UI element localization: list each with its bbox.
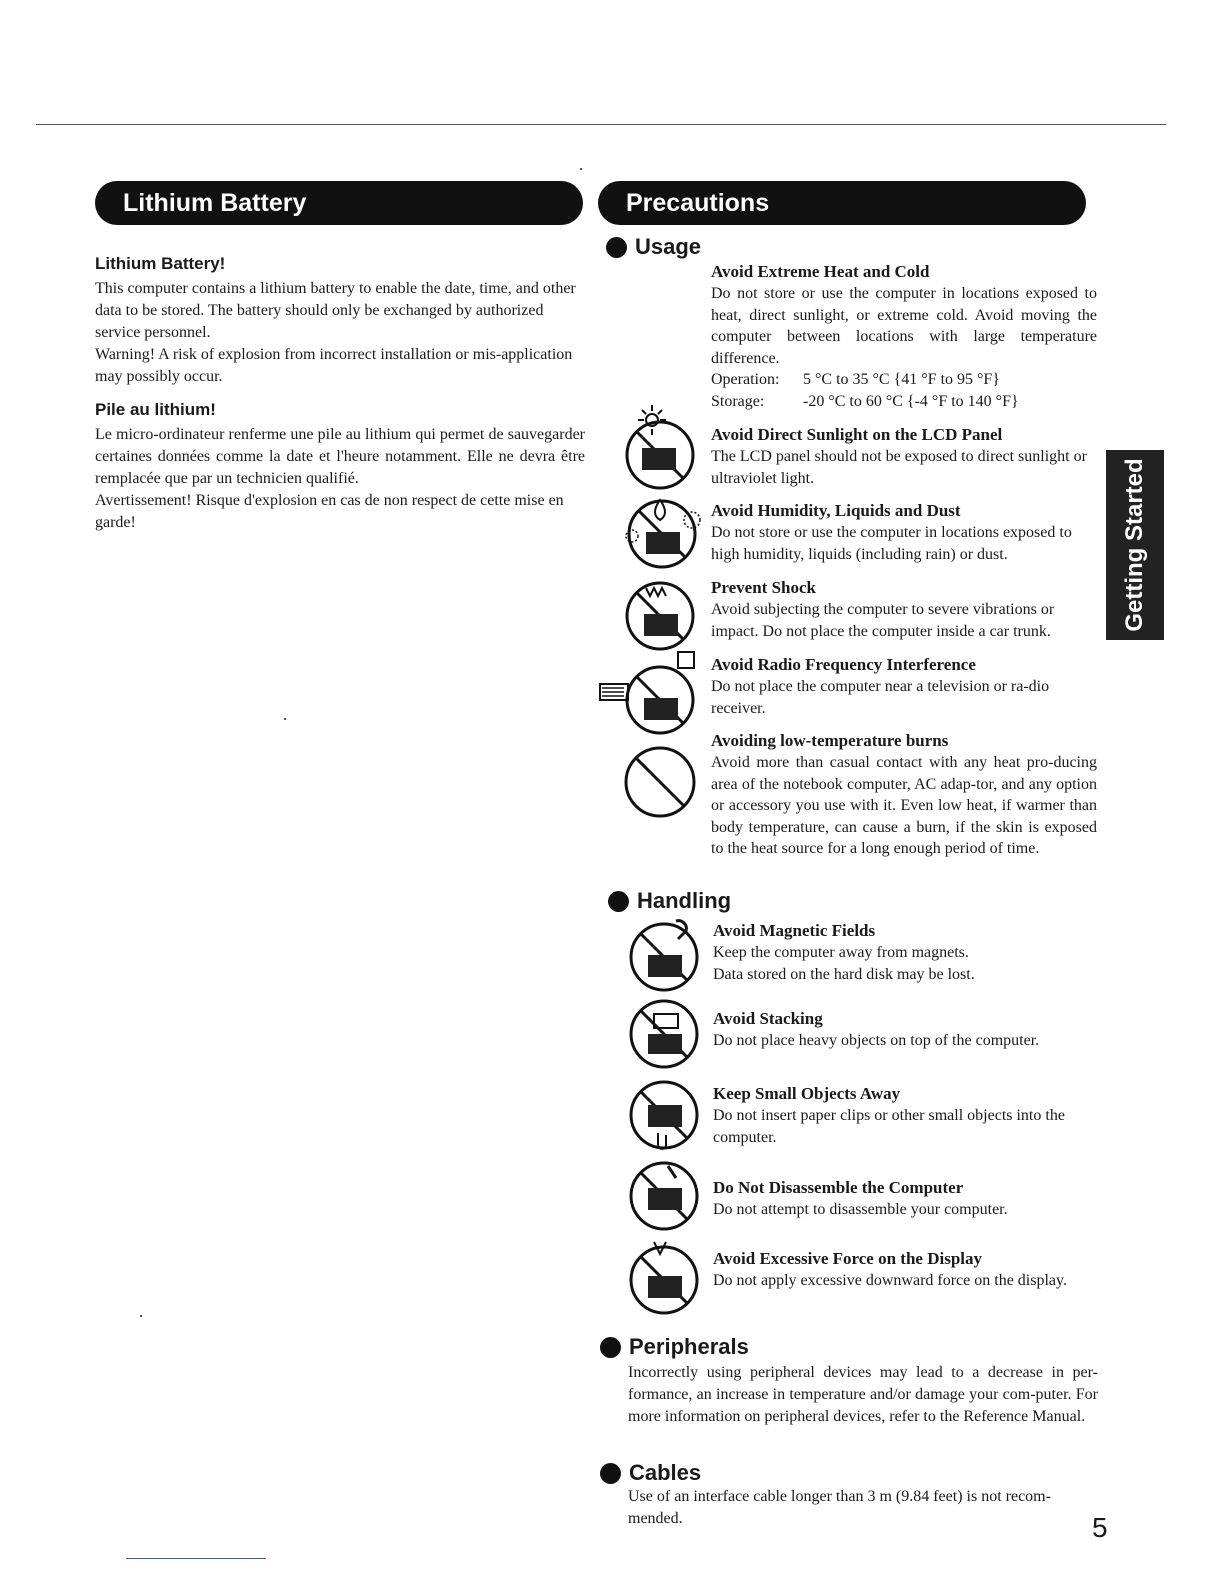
no-radio-interference-icon: [598, 650, 702, 740]
item-title: Avoid Humidity, Liquids and Dust: [711, 501, 961, 520]
item-body: Do not store or use the computer in locations exposed to heat, direct sunlight, or extreme cold. Avoid moving the computer between locations with large temperature difference.: [711, 285, 1097, 367]
item-body: Avoid more than casual contact with any heat pro-ducing area of the notebook computer, AC adap-tor, and any option or accessory you use with it. Even low heat, if warmer than body temperature, can cause a burn, if the skin is exposed to the heat source for a long enough period of time.: [711, 754, 1097, 857]
prohibition-icon: [620, 742, 700, 822]
cables-heading: Cables: [600, 1460, 701, 1486]
bullet-icon: [600, 1463, 621, 1484]
precaution-item-shock: [711, 577, 1097, 642]
no-stacking-icon: [624, 996, 704, 1072]
item-body-extra: Data stored on the hard disk may be lost.: [713, 965, 975, 983]
item-body: Avoid subjecting the computer to severe vibrations or impact. Do not place the computer inside a car trunk.: [711, 601, 1055, 640]
precaution-item-heat-cold: [711, 261, 1097, 412]
item-title: Avoid Magnetic Fields: [713, 921, 876, 940]
cables-section: [628, 1486, 1098, 1530]
getting-started-tab: Getting Started: [1106, 450, 1164, 640]
usage-heading: Usage: [606, 234, 701, 260]
en-paragraph-2: Warning! A risk of explosion from incorrect installation or mis-application may possibly occur.: [95, 346, 573, 385]
precaution-item-excessive-force: [713, 1248, 1099, 1292]
precaution-item-sunlight: [711, 424, 1097, 489]
item-title: Do Not Disassemble the Computer: [713, 1178, 964, 1197]
item-title: Avoid Radio Frequency Interference: [711, 655, 976, 674]
item-body: Keep the computer away from magnets.: [713, 944, 969, 961]
lithium-battery-section: [95, 250, 585, 534]
no-disassembly-icon: [624, 1158, 704, 1234]
item-body: Do not store or use the computer in locations exposed to high humidity, liquids (including rain) or dust.: [711, 524, 1072, 563]
lithium-battery-banner: Lithium Battery: [95, 181, 583, 225]
footer-line: [126, 1558, 266, 1559]
precaution-item-low-temp-burns: [711, 730, 1097, 860]
item-body: Do not attempt to disassemble your computer.: [713, 1201, 1008, 1218]
peripherals-body: Incorrectly using peripheral devices may lead to a decrease in per-formance, an increase in temperature and/or damage your com-puter. For more information on peripheral devices, refer to the Reference Manual.: [628, 1364, 1098, 1425]
en-heading: Lithium Battery!: [95, 254, 226, 273]
fr-paragraph-2: Avertissement! Risque d'explosion en cas de non respect de cette mise en garde!: [95, 492, 564, 531]
bullet-icon: [608, 891, 629, 912]
precaution-item-stacking: [713, 1008, 1099, 1052]
item-body: Do not place the computer near a television or ra-dio receiver.: [711, 678, 1050, 717]
precaution-item-magnetic: [713, 920, 1099, 985]
item-body: Do not apply excessive downward force on the display.: [713, 1272, 1067, 1289]
handling-heading: Handling: [608, 888, 731, 914]
scan-speck: [284, 718, 286, 720]
peripherals-section: [628, 1362, 1098, 1428]
item-title: Prevent Shock: [711, 578, 816, 597]
item-title: Avoid Stacking: [713, 1009, 823, 1028]
item-body: The LCD panel should not be exposed to direct sunlight or ultraviolet light.: [711, 448, 1087, 487]
no-magnet-icon: [624, 915, 704, 995]
item-title: Avoid Direct Sunlight on the LCD Panel: [711, 425, 1003, 444]
cables-body: Use of an interface cable longer than 3 m (9.84 feet) is not recom-mended.: [628, 1488, 1051, 1527]
page-number: 5: [1092, 1512, 1108, 1543]
operation-range: Operation: 5 °C to 35 °C {41 °F to 95 °F}: [711, 371, 1000, 388]
item-title: Avoiding low-temperature burns: [711, 731, 949, 750]
precaution-item-radio: [711, 654, 1097, 719]
item-title: Avoid Extreme Heat and Cold: [711, 262, 930, 281]
fr-paragraph-1: Le micro-ordinateur renferme une pile au lithium qui permet de sauvegarder certaines données comme la date et l'heure notamment. Elle ne devra être remplacée que par un technicien qualifié.: [95, 426, 585, 487]
no-shock-icon: [620, 574, 700, 654]
no-humidity-icon: [620, 492, 712, 572]
peripherals-heading: Peripherals: [600, 1334, 749, 1360]
item-title: Avoid Excessive Force on the Display: [713, 1249, 982, 1268]
storage-range: Storage: -20 °C to 60 °C {-4 °F to 140 °F}: [711, 392, 1019, 410]
precaution-item-humidity: [711, 500, 1097, 565]
item-title: Keep Small Objects Away: [713, 1084, 901, 1103]
header-rule: [36, 124, 1166, 125]
item-body: Do not place heavy objects on top of the computer.: [713, 1032, 1040, 1049]
item-body: Do not insert paper clips or other small objects into the computer.: [713, 1107, 1065, 1146]
bullet-icon: [606, 237, 627, 258]
precaution-item-small-objects: [713, 1083, 1099, 1148]
no-sunlight-icon: [620, 400, 700, 490]
no-small-objects-icon: [624, 1075, 704, 1155]
bullet-icon: [600, 1337, 621, 1358]
scan-speck: [580, 168, 582, 170]
en-paragraph-1: This computer contains a lithium battery to enable the date, time, and other data to be stored. The battery should only be exchanged by authorized service personnel.: [95, 280, 576, 341]
no-excessive-force-icon: [624, 1238, 704, 1318]
precautions-banner: Precautions: [598, 181, 1086, 225]
fr-heading: Pile au lithium!: [95, 400, 216, 419]
precaution-item-disassemble: [713, 1177, 1099, 1221]
scan-speck: [140, 1315, 142, 1317]
